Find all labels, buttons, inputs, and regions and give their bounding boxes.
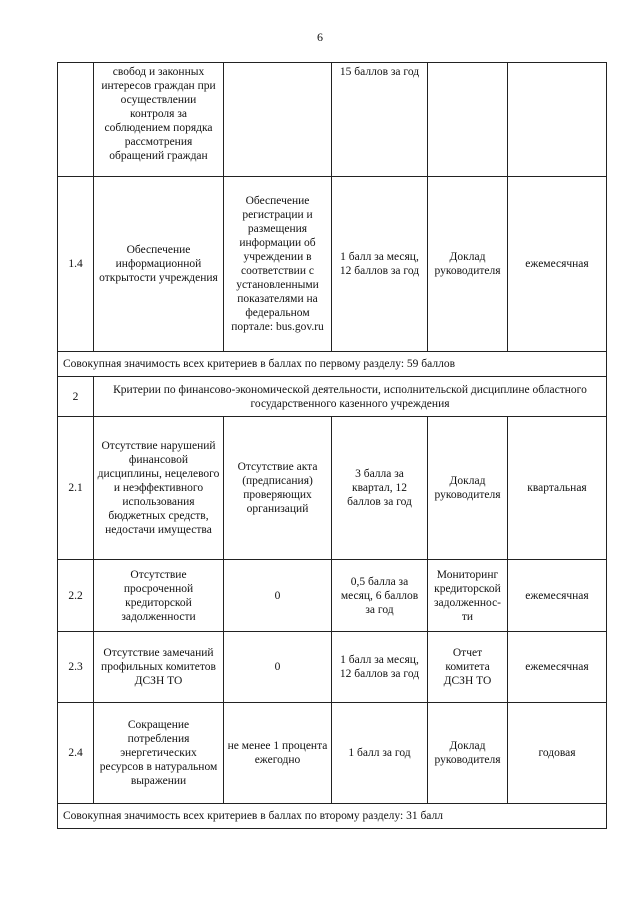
points-cell: 1 балл за год xyxy=(332,703,428,804)
source-cell xyxy=(428,63,508,177)
criterion-cell: Отсутствие нарушений финансовой дисциплины, нецелевого и неэффективного использования бюджетных средств, недостачи имущества xyxy=(94,417,224,560)
indicator-cell: не менее 1 процента ежегодно xyxy=(224,703,332,804)
summary-row xyxy=(58,804,607,829)
row-number: 2.2 xyxy=(58,560,94,632)
table-row xyxy=(58,703,607,804)
table-row xyxy=(58,417,607,560)
row-number: 2.3 xyxy=(58,632,94,703)
section-number: 2 xyxy=(58,377,94,417)
periodicity-cell: квартальная xyxy=(508,417,607,560)
points-cell: 1 балл за месяц, 12 баллов за год xyxy=(332,177,428,352)
criterion-cell: Сокращение потребления энергетических ресурсов в натуральном выражении xyxy=(94,703,224,804)
source-cell: Доклад руководителя xyxy=(428,703,508,804)
periodicity-cell: ежемесячная xyxy=(508,632,607,703)
criterion-cell: Отсутствие просроченной кредиторской задолженности xyxy=(94,560,224,632)
source-cell: Мониторинг кредиторской задолженнос-ти xyxy=(428,560,508,632)
section-title: Критерии по финансово-экономической деятельности, исполнительской дисциплине областного государственного казенного учреждения xyxy=(94,377,607,417)
section-2-summary: Совокупная значимость всех критериев в баллах по второму разделу: 31 балл xyxy=(58,804,607,829)
points-cell: 0,5 балла за месяц, 6 баллов за год xyxy=(332,560,428,632)
periodicity-cell xyxy=(508,63,607,177)
indicator-cell: 0 xyxy=(224,560,332,632)
criteria-table xyxy=(57,62,607,829)
criterion-cell: свобод и законных интересов граждан при осуществлении контроля за соблюдением порядка рассмотрения обращений граждан xyxy=(94,63,224,177)
row-number xyxy=(58,63,94,177)
points-cell: 15 баллов за год xyxy=(332,63,428,177)
row-number: 2.1 xyxy=(58,417,94,560)
periodicity-cell: ежемесячная xyxy=(508,177,607,352)
criterion-cell: Обеспечение информационной открытости учреждения xyxy=(94,177,224,352)
indicator-cell: 0 xyxy=(224,632,332,703)
page-number: 6 xyxy=(317,30,323,44)
section-header-row xyxy=(58,377,607,417)
row-number: 2.4 xyxy=(58,703,94,804)
section-1-summary: Совокупная значимость всех критериев в баллах по первому разделу: 59 баллов xyxy=(58,352,607,377)
points-cell: 3 балла за квартал, 12 баллов за год xyxy=(332,417,428,560)
source-cell: Доклад руководителя xyxy=(428,417,508,560)
criterion-cell: Отсутствие замечаний профильных комитетов ДСЗН ТО xyxy=(94,632,224,703)
periodicity-cell: годовая xyxy=(508,703,607,804)
indicator-cell xyxy=(224,63,332,177)
table-row xyxy=(58,177,607,352)
table-row xyxy=(58,560,607,632)
source-cell: Доклад руководителя xyxy=(428,177,508,352)
source-cell: Отчет комитета ДСЗН ТО xyxy=(428,632,508,703)
summary-row xyxy=(58,352,607,377)
indicator-cell: Отсутствие акта (предписания) проверяющих организаций xyxy=(224,417,332,560)
table-row xyxy=(58,63,607,177)
indicator-cell: Обеспечение регистрации и размещения информации об учреждении в соответствии с установленными показателями на федеральном портале: bus.gov.ru xyxy=(224,177,332,352)
row-number: 1.4 xyxy=(58,177,94,352)
periodicity-cell: ежемесячная xyxy=(508,560,607,632)
table-row xyxy=(58,632,607,703)
points-cell: 1 балл за месяц, 12 баллов за год xyxy=(332,632,428,703)
